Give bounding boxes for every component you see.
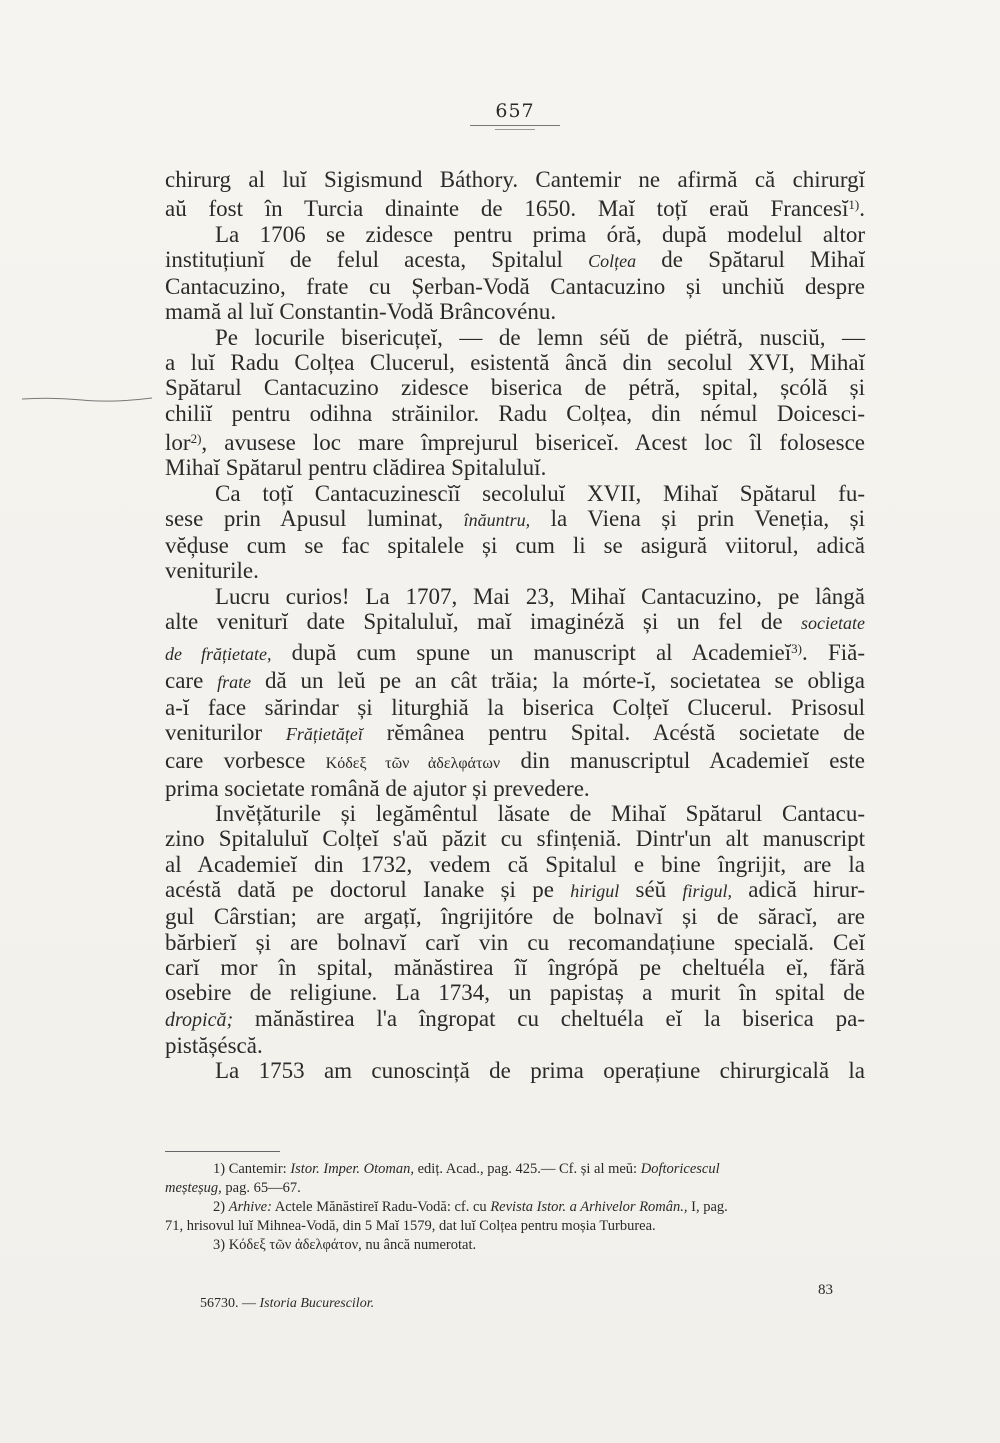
text-line: Cantacuzino, frate cu Șerban-Vodă Cantacuzino și unchiŭ despre <box>165 274 865 300</box>
text-line: veniturile. <box>165 558 259 584</box>
footnote-rule <box>165 1151 280 1152</box>
text-line: de frățietate, după cum spune un manuscript al Academieĭ$^{3)}$. Fiă- <box>165 640 865 666</box>
text-line: care frate dă un leŭ pe an cât trăia; la mórte-ĭ, societatea se obliga <box>165 667 865 693</box>
text-line: prima societate română de ajutor și prevedere. <box>165 775 590 801</box>
text-line: instituțiunĭ de felul acesta, Spitalul Colțea de Spătarul Mihaĭ <box>165 246 866 272</box>
text-line: Spătarul Cantacuzino zidesce biserica de pétră, spital, șcólă și <box>165 375 865 401</box>
page-number-rule <box>470 125 560 126</box>
text-line: pistășéscă. <box>165 1032 263 1058</box>
text-line: chiliĭ pentru odihna străinilor. Radu Colțea, din némul Doicesci- <box>165 400 865 426</box>
text-line: osebire de religiune. La 1734, un papistaș a murit în spital de <box>165 980 865 1006</box>
footnote-1-cont: meșteșug, pag. 65—67. <box>165 1180 301 1196</box>
footnote-3: 3) Κόδεξ τῶν ἀδελφάτον, nu âncă numerotat. <box>213 1237 477 1253</box>
text-line: dropică; mănăstirea l'a îngropat cu cheltuéla eĭ la biserica pa- <box>165 1005 865 1031</box>
footnote-1: 1) Cantemir: Istor. Imper. Otoman, ediț. Acad., pag. 425.— Cf. și al meŭ: Doftoricescul <box>213 1161 720 1177</box>
sheet-signature: 83 <box>818 1282 833 1298</box>
footnote-2: 2) Arhive: Actele Mănăstireĭ Radu-Vodă: cf. cu Revista Istor. a Arhivelor Român., I, pag. <box>213 1199 728 1215</box>
text-line: aŭ fost în Turcia dinainte de 1650. Maĭ toțĭ eraŭ Francesĭ$^{1)}$. <box>165 196 865 222</box>
page-number: 657 <box>495 100 535 122</box>
footnote-ref: 3) <box>791 641 802 657</box>
footnotes <box>165 1160 865 1255</box>
text-line: Mihaĭ Spătarul pentru clădirea Spitaluluĭ. <box>165 455 547 481</box>
paragraph-start: Pe locurile bisericuțeĭ, — de lemn séŭ de piétră, nusciŭ, — <box>215 324 865 350</box>
footnote-2-cont: 71, hrisovul luĭ Mihnea-Vodă, din 5 Maĭ 1579, dat luĭ Colțea pentru moșia Turburea. <box>165 1218 656 1234</box>
paragraph-start: La 1753 am cunoscință de prima operațiune chirurgicală la <box>215 1058 865 1084</box>
text-line: alte veniturĭ date Spitaluluĭ, maĭ imaginéză și un fel de societate <box>165 609 865 635</box>
paragraph-start: La 1706 se zidesce pentru prima óră, după modelul altor <box>215 221 865 247</box>
text-line: mamă al luĭ Constantin-Vodă Brâncovénu. <box>165 299 557 325</box>
text-line: carĭ mor în spital, mănăstirea îĭ îngrópă pe cheltuéla eĭ, fără <box>165 954 865 980</box>
text-line: care vorbesce Κόδεξ τῶν ἀδελφάτων din manuscriptul Academieĭ este <box>165 747 865 773</box>
paragraph-start: Invĕțăturile și legămêntul lăsate de Mihaĭ Spătarul Cantacu- <box>215 801 865 827</box>
text-line: gul Cârstian; are argațĭ, îngrijitóre de bolnavĭ și de săracĭ, are <box>165 904 865 930</box>
footnote-ref: 2) <box>190 430 202 446</box>
text-line: chirurg al luĭ Sigismund Báthory. Cantemir ne afirmă că chirurgĭ <box>165 167 865 192</box>
printer-signature: 56730. — Istoria Bucurescilor. <box>200 1296 375 1311</box>
margin-pencil-mark <box>22 395 152 405</box>
page-number-rule-short <box>495 129 535 130</box>
text-line: lor$^{2)}$, avusese loc mare împrejurul bisericeĭ. Acest loc îl folosesce <box>165 429 865 455</box>
text-line: veniturilor Frățietățeĭ rĕmânea pentru Spital. Acéstă societate de <box>165 720 865 746</box>
body-text <box>165 167 865 1083</box>
text-line: bărbierĭ și are bolnavĭ carĭ vin cu recomandațiune specială. Ceĭ <box>165 929 865 955</box>
footnote-ref: 1) <box>848 197 860 213</box>
text-line: a-ĭ face sărindar și liturghiă la biserica Colțeĭ Clucerul. Prisosul <box>165 694 865 720</box>
text-line: zino Spitaluluĭ Colțeĭ s'aŭ păzit cu sfințeniă. Dintr'un alt manuscript <box>165 826 865 852</box>
paragraph-start: Ca toțĭ Cantacuzinescĭĭ secoluluĭ XVII, Mihaĭ Spătarul fu- <box>215 480 865 506</box>
text-line: a luĭ Radu Colțea Clucerul, esistentă âncă din secolul XVI, Mihaĭ <box>165 350 865 376</box>
text-line: acéstă dată pe doctorul Ianake și pe hirigul séŭ firigul, adică hirur- <box>165 877 865 903</box>
text-line: al Academieĭ din 1732, vedem că Spitalul e bine îngrijit, are la <box>165 851 865 877</box>
text-line: vĕḑuse cum se fac spitalele și cum li se asigură viitorul, adică <box>165 533 865 559</box>
paragraph-start: Lucru curios! La 1707, Mai 23, Mihaĭ Cantacuzino, pe lângă <box>215 583 865 609</box>
text-line: sese prin Apusul luminat, înăuntru, la Viena și prin Veneția, și <box>165 505 865 531</box>
